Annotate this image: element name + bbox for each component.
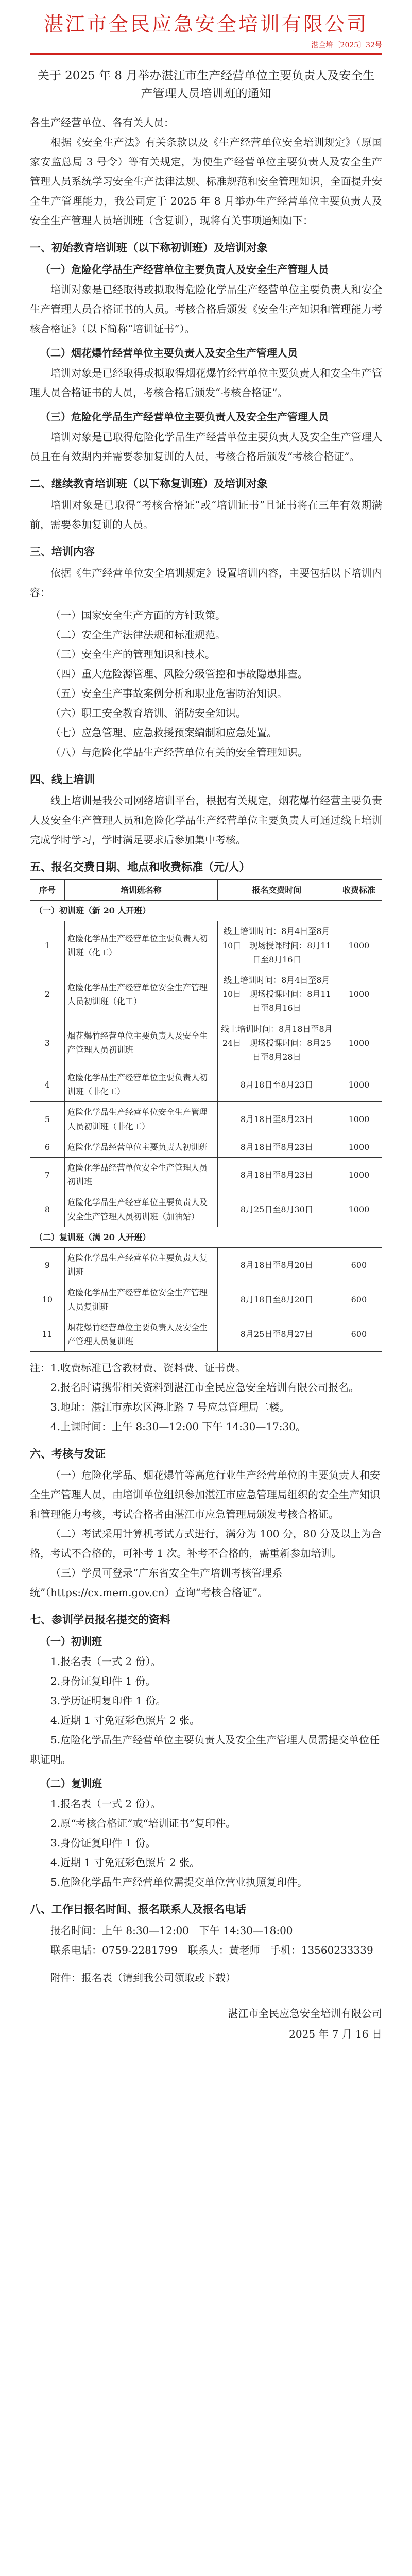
cell-course: 危险化学品生产经营单位主要负责人初训班（非化工） <box>64 1067 217 1102</box>
cell-time: 8月18日至8月23日 <box>217 1137 336 1157</box>
table-header-row <box>30 880 382 901</box>
list-item: 5.危险化学品生产经营单位需提交单位营业执照复印件。 <box>50 1876 308 1889</box>
section-6-list <box>30 1465 382 1602</box>
cell-price: 1000 <box>336 1192 382 1227</box>
section-1c-heading: （三）危险化学品生产经营单位主要负责人及安全生产管理人员 <box>40 411 329 423</box>
signature-org: 湛江市全民应急安全培训有限公司 <box>228 2007 382 2020</box>
section-6-heading: 六、考核与发证 <box>30 1448 106 1461</box>
table-row <box>30 1192 382 1227</box>
cell-time: 线上培训时间：8月4日至8月10日 现场授课时间：8月11日至8月16日 <box>217 921 336 970</box>
section-4-heading: 四、线上培训 <box>30 773 95 786</box>
section-7b-list <box>30 1794 382 1892</box>
note-line: 4.上课时间：上午 8:30—12:00 下午 14:30—17:30。 <box>50 1420 306 1433</box>
cell-course: 危险化学品生产经营单位安全生产管理人员初训班（非化工） <box>64 1102 217 1137</box>
cell-course: 烟花爆竹经营单位主要负责人及安全生产管理人员复训班 <box>64 1317 217 1351</box>
list-item: 4.近期 1 寸免冠彩色照片 2 张。 <box>50 1714 200 1727</box>
section-5-heading: 五、报名交费日期、地点和收费标准（元/人） <box>30 861 250 873</box>
list-item: （七）应急管理、应急救援预案编制和应急处置。 <box>50 726 277 739</box>
table-row <box>30 1102 382 1137</box>
cell-no: 2 <box>30 970 65 1019</box>
cell-no: 7 <box>30 1158 65 1192</box>
cell-price: 600 <box>336 1317 382 1351</box>
list-item: （二）安全生产法律法规和标准规范。 <box>50 629 226 641</box>
list-item: 3.学历证明复印件 1 份。 <box>50 1694 166 1707</box>
section-7a-heading: （一）初训班 <box>40 1635 102 1648</box>
cell-time: 8月25日至8月30日 <box>217 1192 336 1227</box>
section-4-text: 线上培训是我公司网络培训平台，根据有关规定，烟花爆竹经营主要负责人及安全生产管理人员和危险化学品生产经营单位主要负责人可通过线上培训完成学时学习，学时满足要求后参加集中考核。 <box>30 794 382 846</box>
group-1-label: （一）初训班（新 20 人开班） <box>30 901 382 921</box>
cell-no: 1 <box>30 921 65 970</box>
intro-paragraph: 根据《安全生产法》有关条款以及《生产经营单位安全培训规定》（原国家安监总局 3 号令）等有关规定，为使生产经营单位主要负责人及安全生产管理人员系统学习安全生产法律法规、标准规范和安全管理知识，全面提升安全生产管理能力，我公司定于 2025 年 8 月举办生产经营单位主要负责人及安全生产管理人员培训班（含复训），现将有关事项通知如下： <box>30 136 382 227</box>
table-row <box>30 1247 382 1282</box>
table-row <box>30 970 382 1019</box>
list-item: （四）重大危险源管理、风险分级管控和事故隐患排查。 <box>50 668 308 680</box>
section-7-heading: 七、参训学员报名提交的资料 <box>30 1614 170 1626</box>
cell-no: 3 <box>30 1019 65 1067</box>
list-item: （一）危险化学品、烟花爆竹等高危行业生产经营单位的主要负责人和安全生产管理人员，由培训单位组织参加湛江市应急管理局组织的安全生产知识和管理能力考核，考试合格者由湛江市应急管理局颁发考核合格证。 <box>30 1469 380 1521</box>
section-8-heading: 八、工作日报名时间、报名联系人及报名电话 <box>30 1903 246 1916</box>
cell-no: 10 <box>30 1282 65 1317</box>
list-item: 2.身份证复印件 1 份。 <box>50 1675 156 1688</box>
cell-time: 8月18日至8月20日 <box>217 1282 336 1317</box>
section-2-heading: 二、继续教育培训班（以下称复训班）及培训对象 <box>30 478 268 490</box>
header-course: 培训班名称 <box>64 880 217 901</box>
note-line: 2.报名时请携带相关资料到湛江市全民应急安全培训有限公司报名。 <box>50 1381 359 1394</box>
list-item: 报名时间：上午 8:30—12:00 下午 14:30—18:00 <box>50 1924 293 1937</box>
header-price: 收费标准 <box>336 880 382 901</box>
header-time: 报名交费时间 <box>217 880 336 901</box>
section-3-list <box>30 605 382 762</box>
table-row <box>30 1282 382 1317</box>
section-1b-text: 培训对象是已经取得或拟取得烟花爆竹经营单位主要负责人和安全生产管理人员合格证书的人员，考核合格后颁发“考核合格证”。 <box>30 367 382 399</box>
section-1c-text: 培训对象是已取得危险化学品生产经营单位主要负责人及安全生产管理人员且在有效期内并需要参加复训的人员，考核合格后颁发“考核合格证”。 <box>30 431 382 463</box>
list-item: 1.报名表（一式 2 份）。 <box>50 1798 161 1810</box>
section-1a-text: 培训对象是已经取得或拟取得危险化学品生产经营单位主要负责人和安全生产管理人员合格证书的人员。考核合格后颁发《安全生产知识和管理能力考核合格证》（以下简称“培训证书”）。 <box>30 283 382 335</box>
attachment-note: 附件：报名表（请到我公司领取或下载） <box>50 1972 236 1985</box>
cell-time: 8月18日至8月23日 <box>217 1158 336 1192</box>
red-divider <box>30 53 382 55</box>
document-title: 关于 2025 年 8 月举办湛江市生产经营单位主要负责人及安全生产管理人员培训班的通知 <box>37 69 375 100</box>
org-name-header: 湛江市全民应急安全培训有限公司 <box>43 13 368 36</box>
list-item: 5.危险化学品生产经营单位主要负责人及安全生产管理人员需提交单位任职证明。 <box>30 1734 380 1766</box>
cell-no: 8 <box>30 1192 65 1227</box>
cell-no: 5 <box>30 1102 65 1137</box>
cell-price: 1000 <box>336 970 382 1019</box>
cell-no: 6 <box>30 1137 65 1157</box>
doc-number: 湛全培〔2025〕32号 <box>311 41 382 49</box>
cell-price: 600 <box>336 1247 382 1282</box>
section-1-heading: 一、初始教育培训班（以下称初训班）及培训对象 <box>30 242 268 254</box>
section-3-intro: 依据《生产经营单位安全培训规定》设置培训内容，主要包括以下培训内容： <box>30 567 382 599</box>
list-item: 3.身份证复印件 1 份。 <box>50 1837 156 1850</box>
section-7a-list <box>30 1652 382 1769</box>
list-item: （五）安全生产事故案例分析和职业危害防治知识。 <box>50 687 287 700</box>
table-notes <box>30 1358 382 1436</box>
table-row <box>30 921 382 970</box>
section-7b-heading: （二）复训班 <box>40 1777 102 1790</box>
header-no: 序号 <box>30 880 65 901</box>
cell-time: 8月18日至8月23日 <box>217 1067 336 1102</box>
list-item: （六）职工安全教育培训、消防安全知识。 <box>50 707 246 719</box>
cell-no: 4 <box>30 1067 65 1102</box>
cell-time: 8月25日至8月27日 <box>217 1317 336 1351</box>
note-line: 注：1.收费标准已含教材费、资料费、证书费。 <box>30 1362 246 1375</box>
cell-course: 危险化学品生产经营单位安全生产管理人员初训班（化工） <box>64 970 217 1019</box>
group-row <box>30 1227 382 1247</box>
table-row <box>30 1317 382 1351</box>
list-item: （八）与危险化学品生产经营单位有关的安全管理知识。 <box>50 746 308 758</box>
section-2-text: 培训对象是已取得“考核合格证”或“培训证书”且证书将在三年有效期满前，需要参加复训的人员。 <box>30 499 382 531</box>
cell-course: 烟花爆竹经营单位主要负责人及安全生产管理人员初训班 <box>64 1019 217 1067</box>
cell-time: 8月18日至8月20日 <box>217 1247 336 1282</box>
cell-time: 8月18日至8月23日 <box>217 1102 336 1137</box>
cell-price: 1000 <box>336 1158 382 1192</box>
cell-price: 1000 <box>336 1102 382 1137</box>
section-3-heading: 三、培训内容 <box>30 546 95 558</box>
fee-table <box>30 879 382 1352</box>
signature-block <box>30 2003 382 2044</box>
list-item: 1.报名表（一式 2 份）。 <box>50 1655 161 1668</box>
table-row <box>30 1158 382 1192</box>
cell-course: 危险化学品生产经营单位主要负责人初训班（化工） <box>64 921 217 970</box>
list-item: （二）考试采用计算机考试方式进行，满分为 100 分，80 分及以上为合格，考试不合格的，可补考 1 次。补考不合格的，需重新参加培训。 <box>30 1528 382 1560</box>
cell-price: 1000 <box>336 921 382 970</box>
cell-course: 危险化学品生产经营单位主要负责人复训班 <box>64 1247 217 1282</box>
table-row <box>30 1067 382 1102</box>
cell-course: 危险化学品经营单位安全生产管理人员初训班 <box>64 1158 217 1192</box>
cell-no: 11 <box>30 1317 65 1351</box>
note-line: 3.地址：湛江市赤坎区海北路 7 号应急管理局二楼。 <box>50 1401 290 1414</box>
cell-course: 危险化学品生产经营单位主要负责人及安全生产管理人员初训班（加油站） <box>64 1192 217 1227</box>
salutation: 各生产经营单位、各有关人员： <box>30 116 174 129</box>
table-row <box>30 1019 382 1067</box>
list-item: 4.近期 1 寸免冠彩色照片 2 张。 <box>50 1856 200 1869</box>
cell-no: 9 <box>30 1247 65 1282</box>
section-8-list <box>30 1921 382 1960</box>
section-1a-heading: （一）危险化学品生产经营单位主要负责人及安全生产管理人员 <box>40 263 329 276</box>
list-item: （三）学员可登录“广东省安全生产培训考核管理系统”（https://cx.mem.gov.cn）查询“考核合格证”。 <box>30 1567 283 1599</box>
list-item: （一）国家安全生产方面的方针政策。 <box>50 609 226 621</box>
cell-time: 线上培训时间：8月18日至8月24日 现场授课时间：8月25日至8月28日 <box>217 1019 336 1067</box>
list-item: 2.原“考核合格证”或“培训证书”复印件。 <box>50 1817 236 1830</box>
cell-price: 1000 <box>336 1137 382 1157</box>
cell-course: 危险化学品生产经营单位安全生产管理人员复训班 <box>64 1282 217 1317</box>
signature-date: 2025 年 7 月 16 日 <box>289 2028 382 2041</box>
cell-price: 1000 <box>336 1067 382 1102</box>
list-item: （三）安全生产的管理知识和技术。 <box>50 648 215 660</box>
cell-price: 600 <box>336 1282 382 1317</box>
cell-price: 1000 <box>336 1019 382 1067</box>
group-row <box>30 901 382 921</box>
group-2-label: （二）复训班（满 20 人开班） <box>30 1227 382 1247</box>
cell-time: 线上培训时间：8月4日至8月10日 现场授课时间：8月11日至8月16日 <box>217 970 336 1019</box>
cell-course: 危险化学品经营单位主要负责人初训班 <box>64 1137 217 1157</box>
section-1b-heading: （二）烟花爆竹经营单位主要负责人及安全生产管理人员 <box>40 347 298 359</box>
table-row <box>30 1137 382 1157</box>
list-item: 联系电话：0759-2281799 联系人：黄老师 手机：13560233339 <box>50 1944 373 1957</box>
